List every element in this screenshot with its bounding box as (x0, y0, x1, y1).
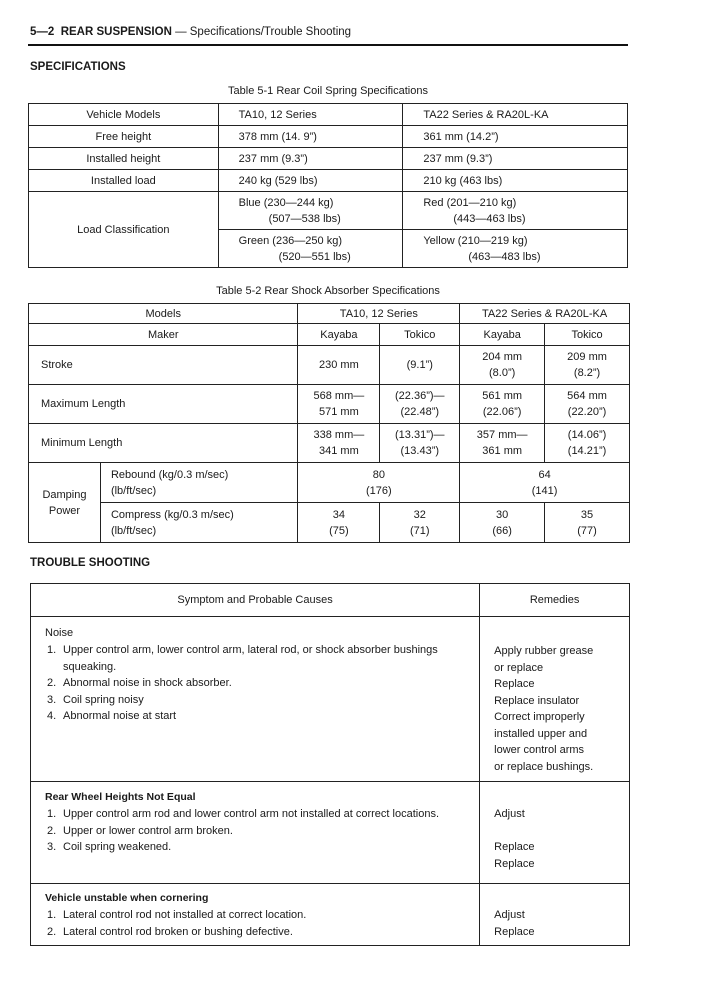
cell-line: (lb/ft/sec) (110, 484, 157, 497)
list-item (45, 823, 469, 840)
table-row (31, 782, 630, 884)
cell-line: 209 mm (567, 351, 607, 363)
cause-list (45, 806, 469, 856)
table1-caption: Table 5-1 Rear Coil Spring Specifications (228, 85, 428, 97)
cell-line: 361 mm (482, 445, 523, 457)
cell-line: 35 (580, 508, 594, 521)
cell-line: 64 (538, 468, 551, 481)
table-cell (380, 385, 460, 424)
remedy-cell (480, 617, 630, 782)
cell-line: Blue (230—244 kg) (238, 196, 334, 209)
remedy-line: Replace (494, 925, 535, 938)
cell-line: (8.0”) (489, 367, 516, 379)
cell-line: (14.21”) (567, 445, 607, 457)
item-text: Abnormal noise in shock absorber. (63, 677, 232, 689)
table-cell: Kayaba (460, 324, 545, 346)
cell-line: (443—463 lbs) (453, 212, 526, 225)
cell-line: (8.2”) (573, 367, 601, 379)
remedy-line: Replace (494, 841, 535, 853)
table-row (29, 385, 630, 424)
table-cell: 230 mm (298, 346, 380, 385)
cell-line: Power (48, 504, 81, 517)
table-cell (298, 385, 380, 424)
table-cell: Tokico (380, 324, 460, 346)
cell-line: Red (201—210 kg) (423, 196, 517, 209)
remedy-line: Adjust (494, 808, 525, 820)
table-row (29, 304, 630, 324)
cell-line: (520—551 lbs) (278, 250, 351, 263)
table-cell (460, 503, 545, 543)
table-cell: Minimum Length (29, 424, 298, 463)
table-row (29, 346, 630, 385)
cell-line: 571 mm (319, 406, 359, 418)
cell-line: Rebound (kg/0.3 m/sec) (110, 468, 229, 481)
item-text: Upper control arm rod and lower control arm not installed at correct locations. (63, 808, 440, 820)
item-text: Lateral control rod not installed at correct location. (63, 909, 307, 921)
column-header: Remedies (480, 584, 630, 617)
list-item (45, 675, 469, 692)
cell-line: 568 mm— (313, 390, 365, 402)
item-text: Upper or lower control arm broken. (63, 824, 233, 837)
symptom-cell (31, 782, 480, 884)
table-cell (218, 230, 403, 268)
cell-line: 30 (496, 508, 509, 521)
chapter-subtitle: — Specifications/Trouble Shooting (171, 26, 352, 38)
table-cell: Kayaba (298, 324, 380, 346)
section-number: 5—2 (30, 26, 55, 38)
cell-line: Green (236—250 kg) (238, 234, 342, 247)
cell-line: (176) (365, 484, 392, 497)
table-row (29, 192, 628, 230)
table-cell (545, 503, 630, 543)
remedy-line: Apply rubber grease (494, 645, 594, 657)
symptom-cell (31, 884, 480, 946)
cause-list (45, 907, 469, 940)
cell-line: 561 mm (482, 390, 523, 402)
item-number: 1. (47, 644, 57, 656)
table-row (31, 617, 630, 782)
table-cell: Installed load (29, 170, 219, 192)
table-cell (460, 385, 545, 424)
cell-line: Yellow (210—219 kg) (423, 234, 528, 247)
item-text: Abnormal noise at start (63, 710, 177, 722)
cell-line: (14.06”) (567, 429, 607, 441)
table-cell: Maximum Length (29, 385, 298, 424)
cause-list (45, 642, 469, 725)
trouble-shooting-heading: TROUBLE SHOOTING (30, 557, 151, 569)
cell-line: (77) (577, 524, 597, 537)
item-number: 3. (47, 693, 57, 706)
chapter-title: REAR SUSPENSION (60, 26, 172, 38)
table-cell (298, 463, 460, 503)
list-item (45, 708, 469, 725)
cell-line: (22.20”) (567, 406, 607, 418)
table-row (29, 126, 628, 148)
remedy-line: lower control arms (494, 744, 585, 756)
table-cell (460, 424, 545, 463)
group-title: Vehicle unstable when cornering (45, 892, 209, 904)
symptom-cell (31, 617, 480, 782)
table-cell: 210 kg (463 lbs) (403, 170, 628, 192)
table-row (31, 584, 630, 617)
item-number: 2. (47, 925, 57, 938)
list-item (45, 806, 469, 823)
table-cell (298, 503, 380, 543)
table-cell (460, 346, 545, 385)
cell-line: (71) (409, 524, 430, 537)
item-number: 2. (47, 824, 57, 837)
table2-caption: Table 5-2 Rear Shock Absorber Specifications (216, 285, 440, 297)
remedy-line: Replace insulator (494, 694, 580, 707)
remedy-line: Replace (494, 678, 535, 690)
table-cell (545, 385, 630, 424)
cell-line: 338 mm— (313, 429, 365, 441)
table-row (29, 503, 630, 543)
table-row (29, 324, 630, 346)
remedy-line: Adjust (494, 909, 525, 921)
item-number: 1. (47, 808, 57, 820)
item-number: 3. (47, 841, 57, 853)
cell-line: (lb/ft/sec) (110, 524, 157, 537)
table-cell (298, 424, 380, 463)
list-item (45, 924, 469, 941)
header-rule (28, 44, 628, 46)
remedy-line: Replace (494, 857, 535, 870)
table-cell (545, 346, 630, 385)
cell-line: (75) (329, 524, 349, 537)
cell-line: 204 mm (482, 351, 523, 363)
table-cell: 237 mm (9.3”) (403, 148, 628, 170)
item-number: 2. (47, 677, 57, 689)
table-cell: Stroke (29, 346, 298, 385)
remedy-line (494, 823, 621, 840)
table-cell: Vehicle Models (29, 104, 219, 126)
damping-power-label (29, 463, 101, 543)
cell-line: (66) (492, 524, 512, 537)
item-text: Coil spring weakened. (63, 841, 172, 853)
table-cell: Free height (29, 126, 219, 148)
table-cell: TA10, 12 Series (298, 304, 460, 324)
specifications-heading: SPECIFICATIONS (30, 61, 126, 73)
table-cell (100, 503, 298, 543)
cell-line: Compress (kg/0.3 m/sec) (110, 508, 234, 521)
remedy-line: Correct improperly (494, 711, 585, 723)
remedy-line: or replace (494, 661, 544, 674)
table-cell (403, 230, 628, 268)
table-cell (460, 463, 630, 503)
cell-line: 34 (332, 508, 346, 521)
cell-line: 564 mm (567, 390, 607, 402)
table-cell: (9.1”) (380, 346, 460, 385)
cell-line: (141) (531, 484, 558, 497)
load-classification-label: Load Classification (29, 192, 219, 268)
shock-absorber-table (28, 303, 630, 543)
cell-line: Damping (42, 488, 87, 501)
group-title: Noise (45, 627, 74, 639)
table-row (31, 884, 630, 946)
table-row (29, 463, 630, 503)
table-cell: TA22 Series & RA20L-KA (460, 304, 630, 324)
remedy-cell (480, 782, 630, 884)
table-cell: 240 kg (529 lbs) (218, 170, 403, 192)
cell-line: (13.31”)— (395, 429, 445, 441)
list-item (45, 642, 469, 675)
table-cell (380, 503, 460, 543)
cell-line: 357 mm— (476, 429, 528, 441)
item-text: Upper control arm, lower control arm, lateral rod, or shock absorber bushings squeaking. (63, 644, 438, 673)
cell-line: (463—483 lbs) (468, 250, 541, 263)
cell-line: 32 (413, 508, 426, 521)
table-cell (403, 192, 628, 230)
table-cell: 237 mm (9.3”) (218, 148, 403, 170)
list-item (45, 907, 469, 924)
list-item (45, 692, 469, 709)
group-title: Rear Wheel Heights Not Equal (45, 791, 196, 803)
cell-line: 341 mm (319, 445, 359, 457)
table-cell (380, 424, 460, 463)
page-header (30, 26, 351, 38)
table-cell: Maker (29, 324, 298, 346)
cell-line: (22.06”) (482, 406, 522, 418)
table-cell (100, 463, 298, 503)
cell-line: (22.36”)— (395, 390, 445, 402)
cell-line: (13.43”) (400, 445, 440, 457)
table-cell: Tokico (545, 324, 630, 346)
cell-line: 80 (372, 468, 385, 481)
item-number: 4. (47, 710, 57, 722)
column-header: Symptom and Probable Causes (31, 584, 480, 617)
table-cell (545, 424, 630, 463)
item-number: 1. (47, 909, 57, 921)
item-text: Lateral control rod broken or bushing defective. (63, 925, 293, 938)
table-cell: Installed height (29, 148, 219, 170)
item-text: Coil spring noisy (63, 693, 144, 706)
table-cell: TA22 Series & RA20L-KA (403, 104, 628, 126)
table-cell: Models (29, 304, 298, 324)
table-cell (218, 192, 403, 230)
table-row (29, 170, 628, 192)
table-cell: TA10, 12 Series (218, 104, 403, 126)
trouble-shooting-table (30, 583, 630, 946)
list-item (45, 839, 469, 856)
table-cell: 378 mm (14. 9”) (218, 126, 403, 148)
cell-line: (22.48”) (400, 406, 440, 418)
cell-line: (507—538 lbs) (268, 212, 341, 225)
table-cell: 361 mm (14.2”) (403, 126, 628, 148)
table-row (29, 424, 630, 463)
remedy-line: installed upper and (494, 727, 588, 740)
remedy-cell (480, 884, 630, 946)
remedy-line: or replace bushings. (494, 760, 594, 773)
coil-spring-table (28, 103, 628, 268)
table-row (29, 148, 628, 170)
table-row (29, 104, 628, 126)
